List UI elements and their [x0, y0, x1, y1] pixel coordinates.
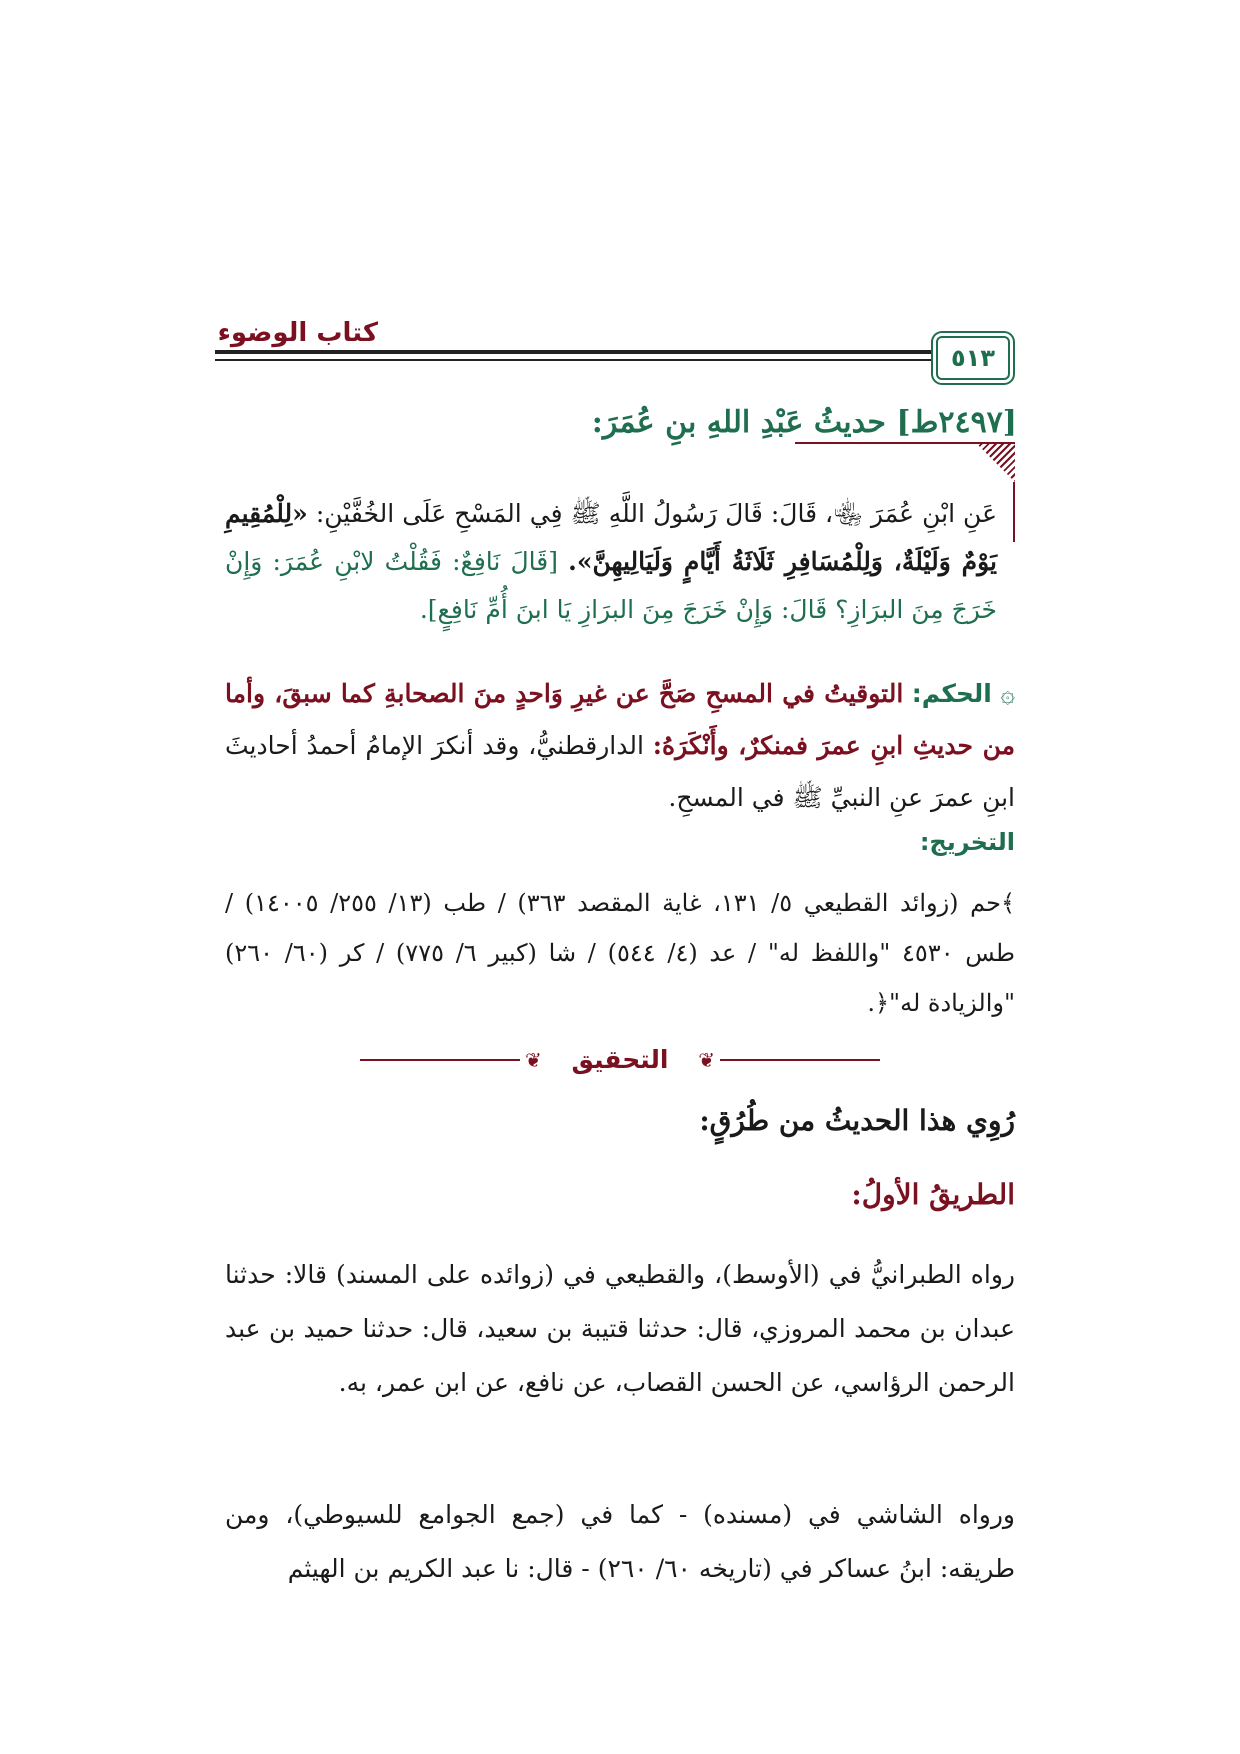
- page-number-badge: ٥١٣: [936, 336, 1010, 380]
- hadith-line-3: عُمَرَ: وَإِنْ خَرَجَ مِنَ البرَازِ؟ قَالَ: وَإِنْ خَرَجَ مِنَ البرَازِ يَا ابنَ أُمِّ نَافِعٍ].: [225, 547, 997, 624]
- section-divider: [360, 1045, 880, 1075]
- first-route-heading: الطريقُ الأولُ:: [851, 1178, 1015, 1211]
- divider-ornament-icon: ❦: [525, 1048, 542, 1072]
- hadith-nafi-addition: [قَالَ نَافِعٌ: فَقُلْتُ لابْنِ: [334, 547, 558, 576]
- hadith-number: [٢٤٩٧ط]: [896, 405, 1017, 440]
- header-rule: [215, 350, 1015, 366]
- hadith-heading: [592, 405, 1017, 440]
- book-title: كتاب الوضوء: [217, 318, 378, 348]
- ruling-paragraph: [225, 668, 1015, 824]
- paragraph-1: رواه الطبرانيُّ في (الأوسط)، والقطيعي في (زوائده على المسند) قالا: حدثنا عبدان بن محمد المروزي، قال: حدثنا قتيبة بن سعيد، قال: حدثنا حميد بن عبد الرحمن الرؤاسي، عن الحسن القصاب، عن نافع، عن ابن عمر، به.: [225, 1260, 1015, 1397]
- ruling-ornament-icon: ۞: [1000, 679, 1015, 708]
- ruling-text-highlight: التوقيتُ في المسحِ صَحَّ عن غيرِ وَاحدٍ منَ الصحابةِ كما سبقَ، وأما من حديثِ ابنِ عمرَ فمنكرٌ، وأَنْكَرَهُ:: [225, 679, 1015, 760]
- routes-heading: رُوِي هذا الحديثُ من طُرُقٍ:: [699, 1104, 1015, 1137]
- hadith-matn: «لِلْمُقِيمِ يَوْمٌ وَلَيْلَةٌ، وَلِلْمُسَافِرِ ثَلَاثَةُ أَيَّامٍ وَلَيَالِيهِنَّ».: [225, 499, 998, 576]
- corner-ornament-icon: [975, 442, 1015, 482]
- ruling-label: الحكم:: [911, 679, 992, 708]
- hadith-text: [225, 490, 997, 634]
- paragraph-2: ورواه الشاشي في (مسنده) - كما في (جمع الجوامع للسيوطي)، ومن طريقه: ابنُ عساكر في (تاريخه ٦٠/ ٢٦٠) - قال: نا عبد الكريم بن الهيثم: [225, 1500, 1015, 1583]
- ruling-text: الدارقطنيُّ، وقد أنكرَ الإمامُ أحمدُ أحاديثَ ابنِ عمرَ عنِ النبيِّ ﷺ في المسحِ.: [225, 731, 1015, 812]
- hadith-line-1: عَنِ ابْنِ عُمَرَ ﵄، قَالَ: قَالَ رَسُولُ اللَّهِ ﷺ فِي المَسْحِ عَلَى الخُفَّيْنِ:: [315, 499, 997, 528]
- takhrij-text: ﴾حم (زوائد القطيعي ٥/ ١٣١، غاية المقصد ٣٦٣) / طب (١٣/ ٢٥٥/ ١٤٠٠٥) / طس ٤٥٣٠ "واللفظ له" / عد (٤/ ٥٤٤) / شا (كبير ٦/ ٧٧٥) / كر (٦٠/ ٢٦٠) "والزيادة له"﴿.: [225, 889, 1016, 1017]
- hadith-box: [225, 442, 1015, 642]
- divider-ornament-icon: ❦: [698, 1048, 715, 1072]
- hadith-title: حديثُ عَبْدِ اللهِ بنِ عُمَرَ:: [591, 405, 886, 440]
- divider-label: التحقيق: [571, 1045, 669, 1074]
- takhrij-label: التخريج:: [919, 828, 1015, 856]
